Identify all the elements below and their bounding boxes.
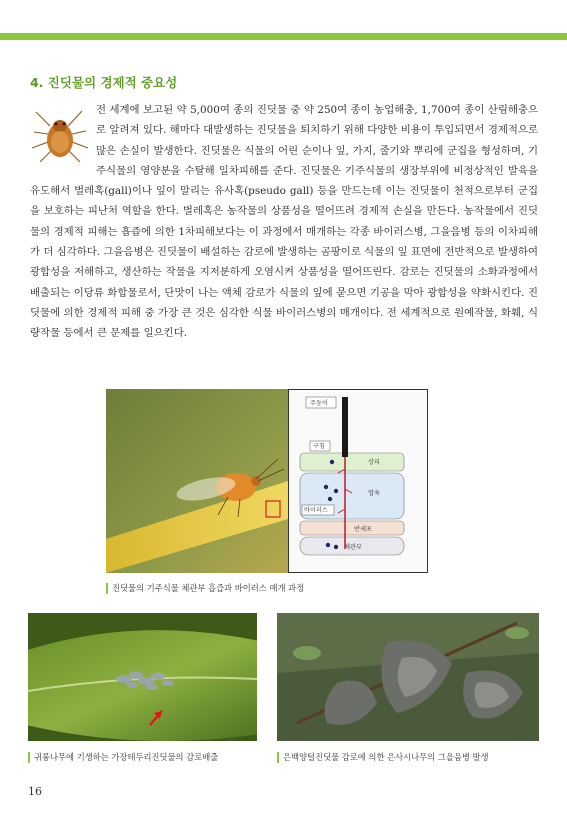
label-parenchyma: 반세포: [354, 526, 372, 533]
figure-aphid-feeding: [106, 389, 428, 573]
label-epidermis: 상피: [368, 459, 380, 466]
caption-fig1: 진딧물의 기주식물 체관부 흡즙과 바이러스 매개 과정: [106, 583, 304, 594]
aphid-on-stem-photo: [106, 389, 288, 573]
body-paragraph: 전 세계에 보고된 약 5,000여 종의 진딧물 중 약 250여 종이 농업해충, 1,700여 종이 산림해충으로 알려져 있다. 해마다 대발생하는 진딧물을 퇴치하기 위해 다양한 비용이 투입되면서 경제적으로 많은 손실이 발생한다. 진딧물은 식물의 어린 순이나 잎, 가지, 줄기와 뿌리에 군집을 형성하며, 기주식물의 영양분을 수탈해 일차피해를 준다. 진딧물은 기주식물의 생장부위에 비정상적인 발육을 유도해서 벌레혹(gall)이나 잎이 말리는 유사혹(pseudo gall) 등을 만드는데 이는 진딧물이 천적으로부터 군집을 보호하는 피난처 역할을 한다. 벌레혹은 농작물의 상품성을 떨어뜨려 경제적 손실을 만든다. 농작물에서 진딧물의 경제적 피해는 흡즙에 의한 1차피해보다는 이 과정에서 매개하는 각종 바이러스병, 그을음병 등의 이차피해가 더 심각하다. 그을음병은 진딧물이 배설하는 감로에 발생하는 곰팡이로 식물의 잎 표면에 전반적으로 발생하여 광합성을 저해하고, 생산하는 작물을 지저분하게 오염시켜 상품성을 떨어뜨린다. 감로는 진딧물의 소화과정에서 배출되는 이당류 화합물로서, 단맛이 나는 액체 감로가 식물의 잎에 묻으면 기공을 막아 광합성을 약화시킨다. 진딧물에 의한 경제적 피해 중 가장 큰 것은 심각한 식물 바이러스병의 매개이다. 전 세계적으로 원예작물, 화훼, 식량작물 등에서 큰 문제를 일으킨다.: [30, 104, 538, 340]
caption-fig2: 귀룽나무에 기생하는 가장테두리진딧물의 감로배출: [28, 752, 218, 763]
label-phloem: 체관부: [344, 544, 362, 551]
label-saliva: 구침: [313, 443, 325, 450]
sooty-mold-leaves-photo: [277, 613, 539, 741]
caption-fig3: 은백양털진딧물 감로에 의한 은사시나무의 그을음병 발생: [277, 752, 489, 763]
section-heading: 4. 진딧물의 경제적 중요성: [30, 75, 178, 90]
aphid-colony-leaf-photo: [28, 613, 257, 741]
label-stylet: 주둥이: [310, 400, 328, 407]
top-accent-bar: [0, 33, 567, 40]
label-virus: 바이러스: [304, 507, 328, 514]
label-mesophyll: 엽육: [368, 490, 380, 497]
page-number: 16: [28, 785, 42, 798]
feeding-diagram: [288, 389, 428, 573]
